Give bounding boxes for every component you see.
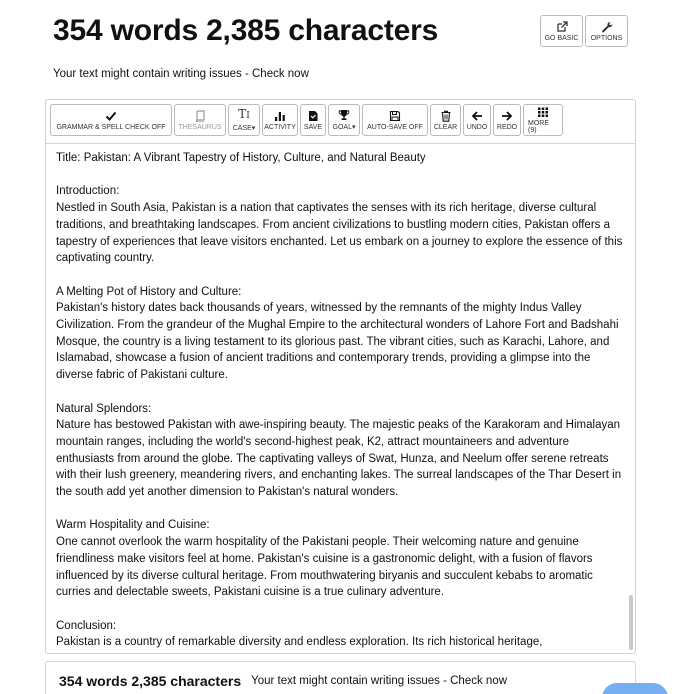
- redo-button[interactable]: [493, 104, 521, 136]
- goal-button[interactable]: [328, 104, 360, 136]
- save-button[interactable]: [300, 104, 326, 136]
- go-basic-button[interactable]: [540, 15, 583, 47]
- history-paragraph: Pakistan's history dates back thousands of years, witnessed by the remnants of the mighty Indus Valley Civilization. From the grandeur of the Mughal Empire to the architectural wonders of Lahore Fort and Badshahi Mosque, the country is a living testament to its glorious past. The vibrant cities, such as Karachi, Lahore, and Islamabad, showcase a fusion of ancient traditions and contemporary trends, providing a glimpse into the diverse fabric of Pakistani culture.: [56, 302, 619, 382]
- save-file-icon: [307, 110, 319, 122]
- intro-heading: Introduction:: [56, 185, 120, 198]
- goal-label: GOAL▾: [332, 124, 356, 131]
- grammar-check-button[interactable]: [50, 104, 172, 136]
- hospitality-heading: Warm Hospitality and Cuisine:: [56, 519, 210, 532]
- nature-heading: Natural Splendors:: [56, 402, 152, 415]
- writing-issues-link[interactable]: Your text might contain writing issues - Check now: [53, 68, 309, 80]
- word-count-title: 354 words 2,385 characters: [53, 14, 439, 47]
- trash-icon: [440, 110, 452, 122]
- clear-label: CLEAR: [433, 123, 458, 131]
- undo-label: UNDO: [466, 123, 488, 131]
- bottom-issues-link[interactable]: Your text might contain writing issues - Check now: [251, 675, 508, 687]
- case-label: CASE▾: [232, 125, 256, 132]
- options-button[interactable]: [585, 15, 628, 47]
- thesaurus-label: THESAURUS: [178, 123, 222, 131]
- top-actions: [540, 15, 628, 47]
- checkmark-icon: [105, 110, 117, 122]
- options-label: OPTIONS: [590, 34, 623, 42]
- activity-label: ACTIVITY: [264, 123, 296, 131]
- arrow-left-icon: [471, 110, 483, 122]
- conclusion-heading: Conclusion:: [56, 619, 117, 632]
- goal-label-text: GOAL: [332, 124, 352, 131]
- case-button[interactable]: [228, 104, 260, 136]
- autosave-label: AUTO-SAVE OFF: [367, 123, 423, 131]
- external-link-icon: [556, 21, 568, 33]
- editor-scrollbar[interactable]: [629, 595, 633, 650]
- go-basic-label: GO BASIC: [544, 34, 579, 42]
- trophy-icon: [338, 109, 350, 121]
- thesaurus-button[interactable]: [174, 104, 226, 136]
- floating-action-button[interactable]: [602, 683, 668, 694]
- case-icon-glyph: T: [238, 107, 247, 121]
- save-label: SAVE: [303, 123, 323, 131]
- floppy-disk-icon: [389, 110, 401, 122]
- bottom-status-bar: [45, 661, 636, 694]
- editor: [45, 99, 636, 654]
- case-label-text: CASE: [232, 125, 252, 132]
- wrench-icon: [601, 21, 613, 33]
- undo-button[interactable]: [463, 104, 491, 136]
- conclusion-paragraph: Pakistan is a country of remarkable diversity and endless exploration. Its rich historical heritage,: [56, 636, 543, 649]
- intro-paragraph: Nestled in South Asia, Pakistan is a nation that captivates the senses with its rich heritage, diverse cultural traditions, and breathtaking landscapes. From ancient civilizations to bustling modern cities, Pakistan offers a tapestry of experiences that leave visitors enchanted. Let us embark on a journey to explore the essence of this captivating country.: [56, 202, 623, 265]
- arrow-right-icon: [501, 110, 513, 122]
- clear-button[interactable]: [430, 104, 461, 136]
- case-icon: TI: [238, 107, 250, 121]
- grid-icon: [537, 106, 549, 118]
- nature-paragraph: Nature has bestowed Pakistan with awe-inspiring beauty. The majestic peaks of the Karakoram and Himalayan mountain ranges, including the world's second-highest peak, K2, attract mountaineers and adventure enthusiasts from around the globe. The captivating valleys of Swat, Hunza, and Neelum offer serene retreats with their lush greenery, meandering rivers, and enchanting lakes. The surreal landscapes of the Thar Desert in the south add yet another dimension to Pakistan's natural wonders.: [56, 419, 622, 499]
- doc-title: Title: Pakistan: A Vibrant Tapestry of History, Culture, and Natural Beauty: [56, 152, 426, 164]
- history-heading: A Melting Pot of History and Culture:: [56, 285, 242, 298]
- more-label: MORE (9): [528, 120, 549, 134]
- text-editor[interactable]: [46, 143, 635, 653]
- book-icon: [194, 110, 206, 122]
- autosave-button[interactable]: [362, 104, 428, 136]
- more-button[interactable]: [523, 104, 563, 136]
- activity-button[interactable]: [262, 104, 298, 136]
- hospitality-paragraph: One cannot overlook the warm hospitality of the Pakistani people. Their welcoming nature and genuine friendliness make visitors feel at home. Pakistan's cuisine is a gastronomic delight, with a fusion of flavors influenced by its diverse cultural heritage. From mouthwatering biryanis and succulent kebabs to aromatic curries and delectable sweets, Pakistani cuisine is a true culinary adventure.: [56, 536, 593, 599]
- bottom-word-count: 354 words 2,385 characters: [59, 673, 242, 689]
- redo-label: REDO: [496, 123, 518, 131]
- grammar-check-label: GRAMMAR & SPELL CHECK OFF: [56, 123, 166, 131]
- editor-toolbar: [50, 104, 563, 136]
- bar-chart-icon: [274, 110, 286, 122]
